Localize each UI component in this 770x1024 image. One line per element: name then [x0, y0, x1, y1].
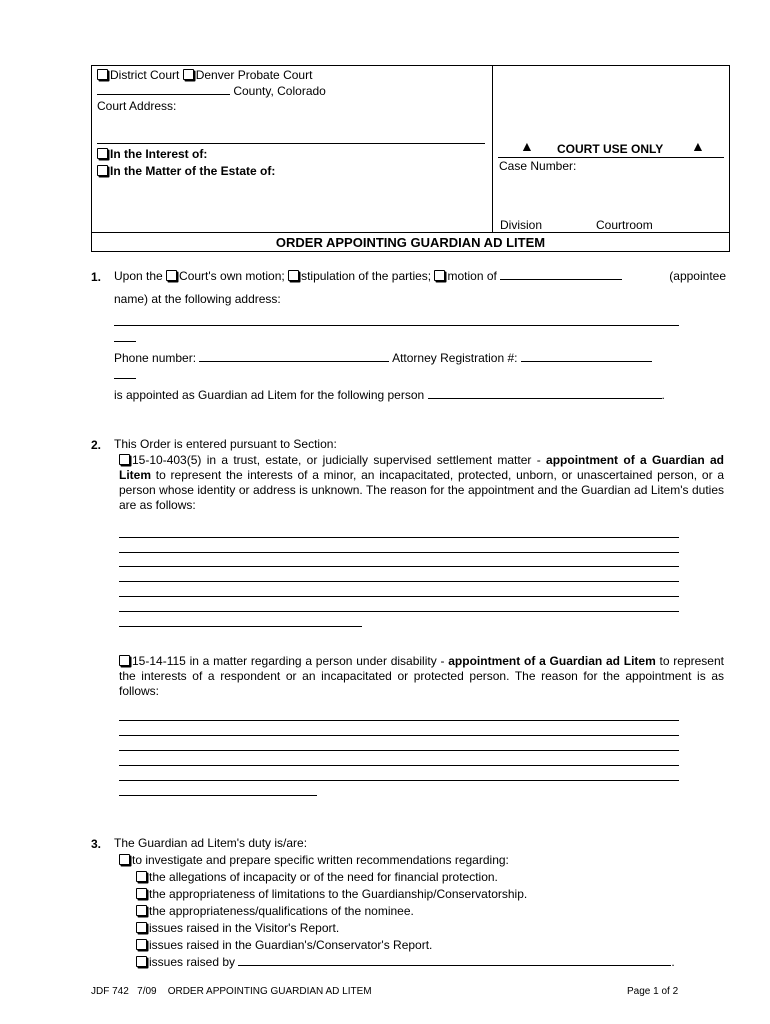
- option-b-rest: to represent the interests of a respondent or an incapacitated or protected person. The reason for the appointment is as follows:: [119, 654, 724, 698]
- section3-number: 3.: [91, 837, 102, 851]
- section2-number: 2.: [91, 438, 102, 452]
- reason-b-line[interactable]: [119, 750, 679, 751]
- duty-item: [136, 904, 414, 918]
- reason-a-line[interactable]: [119, 552, 679, 553]
- district-court-checkbox[interactable]: [97, 69, 108, 80]
- appointed-text: is appointed as Guardian ad Litem for the following person: [114, 388, 425, 402]
- phone-row: [114, 351, 652, 365]
- in-estate-checkbox[interactable]: [97, 165, 108, 176]
- motion-of-blank[interactable]: [500, 269, 622, 280]
- duty-checkbox[interactable]: [136, 922, 147, 933]
- address-line-1-tail: [114, 341, 136, 342]
- duty-item: [136, 921, 339, 935]
- duty-label: the appropriateness of limitations to the Guardianship/Conservatorship.: [149, 887, 528, 901]
- division-label: Division: [500, 218, 543, 232]
- page-title: ORDER APPOINTING GUARDIAN AD LITEM: [275, 235, 546, 250]
- option-a-bold: appointment of a Guardian ad Litem: [119, 453, 725, 482]
- court-selection: [97, 68, 312, 82]
- case-number-label: Case Number:: [499, 159, 577, 173]
- court-use-rule: [498, 157, 724, 158]
- duty-item: [136, 870, 498, 884]
- section2-intro: This Order is entered pursuant to Section:: [114, 437, 337, 451]
- appointed-row: [114, 388, 665, 402]
- option-b-checkbox[interactable]: [119, 655, 130, 666]
- option-b-prefix: 15-14-115 in a matter regarding a person under disability -: [132, 654, 445, 668]
- duty-checkbox[interactable]: [136, 939, 147, 950]
- duty-label: issues raised in the Visitor's Report.: [149, 921, 340, 935]
- attorney-label: Attorney Registration #:: [392, 351, 518, 365]
- own-motion-label: Court's own motion;: [179, 269, 285, 283]
- denver-probate-label: Denver Probate Court: [195, 68, 313, 82]
- option-b-bold: appointment of a Guardian ad Litem: [448, 654, 656, 668]
- appointed-period: .: [661, 388, 665, 402]
- upon-text: Upon the: [114, 269, 163, 283]
- reason-a-line[interactable]: [119, 566, 679, 567]
- duty-label: issues raised by: [149, 955, 236, 969]
- in-estate-label: In the Matter of the Estate of:: [110, 164, 276, 178]
- duty-label: the allegations of incapacity or of the need for financial protection.: [149, 870, 498, 884]
- option-a-rest: to represent the interests of a minor, an incapacitated, protected, unborn, or unascertained person, or a person whose identity or address is unknown. The reason for the appointment and the Guardian ad Litem's duties are as follows:: [119, 468, 724, 512]
- county-blank[interactable]: [97, 84, 230, 95]
- court-address-label: Court Address:: [97, 99, 177, 113]
- triangle-left-icon: ▲: [520, 138, 534, 154]
- district-court-label: District Court: [110, 68, 180, 82]
- option-a-prefix: 15-10-403(5) in a trust, estate, or judicially supervised settlement matter -: [132, 453, 541, 467]
- duty-item: [136, 887, 527, 901]
- duty-item: [136, 938, 432, 952]
- county-line: [97, 84, 326, 98]
- duty-checkbox[interactable]: [136, 871, 147, 882]
- estate-row: [97, 164, 275, 178]
- attorney-blank[interactable]: [521, 351, 652, 362]
- courtroom-label: Courtroom: [596, 218, 653, 232]
- appointee-suffix: (appointee: [669, 269, 726, 283]
- person-blank[interactable]: [428, 388, 662, 399]
- reason-b-line[interactable]: [119, 720, 679, 721]
- reason-a-line[interactable]: [119, 611, 679, 612]
- in-interest-label: In the Interest of:: [110, 147, 208, 161]
- section1-line1: [114, 269, 726, 283]
- address-line-1[interactable]: [114, 325, 679, 326]
- phone-blank[interactable]: [199, 351, 389, 362]
- duty-label: the appropriateness/qualifications of the nominee.: [149, 904, 414, 918]
- option-a-paragraph: [119, 453, 724, 513]
- investigate-label: to investigate and prepare specific written recommendations regarding:: [132, 853, 509, 867]
- duty-checkbox[interactable]: [136, 888, 147, 899]
- stipulation-label: stipulation of the parties;: [301, 269, 432, 283]
- reason-a-line[interactable]: [119, 581, 679, 582]
- phone-line-tail: [114, 378, 136, 379]
- duty-checkbox[interactable]: [136, 905, 147, 916]
- reason-b-line[interactable]: [119, 735, 679, 736]
- denver-probate-checkbox[interactable]: [183, 69, 194, 80]
- own-motion-checkbox[interactable]: [166, 270, 177, 281]
- court-address-rule[interactable]: [97, 143, 485, 144]
- caption-divider: [492, 65, 493, 233]
- duty-item: [136, 955, 675, 969]
- duty-checkbox[interactable]: [136, 956, 147, 967]
- section1-number: 1.: [91, 270, 102, 284]
- triangle-right-icon: ▲: [691, 138, 705, 154]
- in-interest-checkbox[interactable]: [97, 148, 108, 159]
- footer-page-number: Page 1 of 2: [627, 986, 679, 997]
- interest-row: [97, 147, 207, 161]
- reason-b-line[interactable]: [119, 765, 679, 766]
- reason-b-line[interactable]: [119, 780, 679, 781]
- footer-form-id: JDF 742 7/09 ORDER APPOINTING GUARDIAN AD LITEM: [91, 986, 372, 997]
- investigate-checkbox[interactable]: [119, 854, 130, 865]
- reason-b-line-short[interactable]: [119, 795, 317, 796]
- motion-of-checkbox[interactable]: [434, 270, 445, 281]
- investigate-row: [119, 853, 509, 867]
- phone-label: Phone number:: [114, 351, 197, 365]
- duty-label: issues raised in the Guardian's/Conservator's Report.: [149, 938, 433, 952]
- option-b-paragraph: [119, 654, 724, 699]
- reason-a-line[interactable]: [119, 596, 679, 597]
- court-use-only: COURT USE ONLY: [557, 142, 664, 156]
- county-suffix: County, Colorado: [233, 84, 326, 98]
- section1-line2: name) at the following address:: [114, 292, 281, 306]
- issues-raised-blank[interactable]: [238, 955, 671, 966]
- stipulation-checkbox[interactable]: [288, 270, 299, 281]
- reason-a-line-short[interactable]: [119, 626, 362, 627]
- reason-a-line[interactable]: [119, 537, 679, 538]
- motion-of-label: motion of: [447, 269, 497, 283]
- section3-intro: The Guardian ad Litem's duty is/are:: [114, 836, 308, 850]
- issues-period: .: [671, 955, 675, 969]
- option-a-checkbox[interactable]: [119, 454, 130, 465]
